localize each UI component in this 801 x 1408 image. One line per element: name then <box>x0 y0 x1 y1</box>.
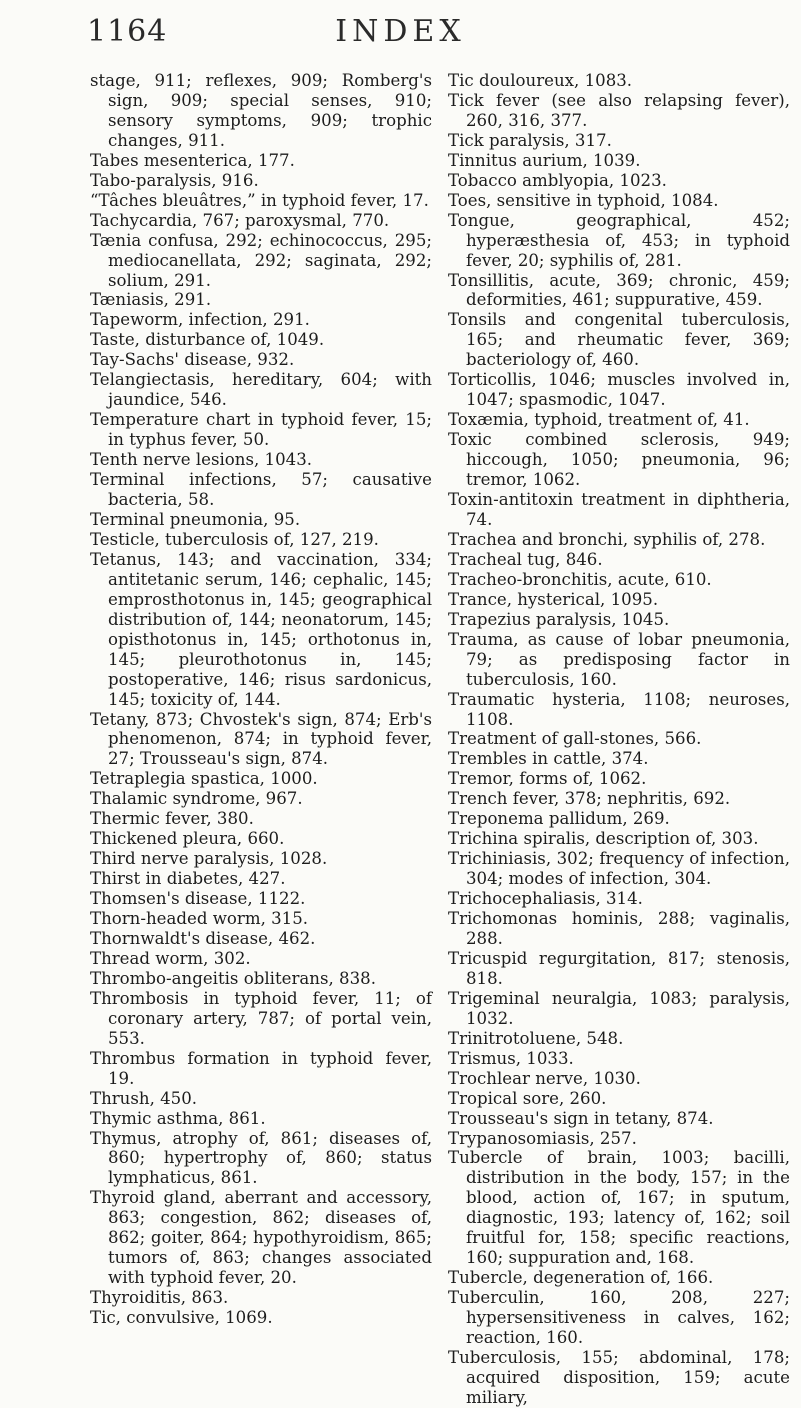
index-entry: Tropical sore, 260. <box>448 1088 607 1108</box>
index-entry: Tetany, 873; Chvostek's sign, 874; Erb's phenomenon, 874; in typhoid fever, 27; Trousseau's sign, 874. <box>90 709 432 769</box>
index-entry: Trachea and bronchi, syphilis of, 278. <box>448 529 766 549</box>
index-entry: Tuberculin, 160, 208, 227; hypersensitiveness in calves, 162; reaction, 160. <box>448 1288 790 1348</box>
index-entry: Thrush, 450. <box>90 1088 198 1108</box>
index-entry: Toxic combined sclerosis, 949; hiccough, 1050; pneumonia, 96; tremor, 1062. <box>448 430 790 490</box>
index-entry: Terminal infections, 57; causative bacteria, 58. <box>90 470 432 510</box>
index-entry: Tick fever (see also relapsing fever), 260, 316, 377. <box>448 90 790 130</box>
index-entry: Trichiniasis, 302; frequency of infection, 304; modes of infection, 304. <box>448 849 790 889</box>
index-entry: Tabes mesenterica, 177. <box>90 150 295 170</box>
index-entry: Thrombus formation in typhoid fever, 19. <box>90 1048 432 1088</box>
running-head: INDEX <box>335 14 466 49</box>
index-entry: Trochlear nerve, 1030. <box>448 1068 641 1088</box>
index-entry: Thymus, atrophy of, 861; diseases of, 860; hypertrophy of, 860; status lymphaticus, 861. <box>90 1128 432 1188</box>
index-entry: Treatment of gall-stones, 566. <box>448 729 702 749</box>
index-entry: Treponema pallidum, 269. <box>448 809 670 829</box>
index-entry: Tonsils and congenital tuberculosis, 165; and rheumatic fever, 369; bacteriology of, 460. <box>448 310 790 370</box>
index-entry: Toes, sensitive in typhoid, 1084. <box>448 190 719 210</box>
index-entry: Tuberculosis, 155; abdominal, 178; acquired disposition, 159; acute miliary, <box>448 1348 790 1407</box>
index-entry: “Tâches bleuâtres,” in typhoid fever, 17. <box>90 190 429 210</box>
index-entry: Testicle, tuberculosis of, 127, 219. <box>90 529 379 549</box>
index-entry: Tenth nerve lesions, 1043. <box>90 450 313 470</box>
index-entry: Tracheal tug, 846. <box>448 549 603 569</box>
index-entry: Tinnitus aurium, 1039. <box>448 150 641 170</box>
page-number: 1164 <box>87 14 168 49</box>
index-entry: Third nerve paralysis, 1028. <box>90 849 328 869</box>
index-entry: Trypanosomiasis, 257. <box>448 1128 637 1148</box>
index-entry: Trench fever, 378; nephritis, 692. <box>448 789 731 809</box>
index-entry: Thorn-headed worm, 315. <box>90 909 309 929</box>
index-entry: Trance, hysterical, 1095. <box>448 589 659 609</box>
index-entry: Torticollis, 1046; muscles involved in, 1047; spasmodic, 1047. <box>448 370 790 410</box>
index-entry: Toxin-antitoxin treatment in diphtheria, 74. <box>448 490 790 529</box>
index-entry: Thirst in diabetes, 427. <box>90 869 286 889</box>
index-entry: Thornwaldt's disease, 462. <box>90 928 316 948</box>
index-entry: Tabo-paralysis, 916. <box>90 170 259 190</box>
index-entry: Traumatic hysteria, 1108; neuroses, 1108. <box>448 689 790 729</box>
index-entry: Tetraplegia spastica, 1000. <box>90 769 318 789</box>
index-entry: Thrombo-angeitis obliterans, 838. <box>90 968 376 988</box>
page-header <box>0 14 801 64</box>
index-entry: Tay-Sachs' disease, 932. <box>90 350 295 370</box>
index-entry: Tongue, geographical, 452; hyperæsthesia of, 453; in typhoid fever, 20; syphilis of, 281. <box>448 210 790 270</box>
index-entry: Trichomonas hominis, 288; vaginalis, 288. <box>448 909 790 948</box>
index-entry: Taste, disturbance of, 1049. <box>90 330 325 350</box>
index-entry: Tænia confusa, 292; echinococcus, 295; mediocanellata, 292; saginata, 292; solium, 291. <box>90 230 432 290</box>
index-entry: Tetanus, 143; and vaccination, 334; antitetanic serum, 146; cephalic, 145; emprosthotonus in, 145; geographical distribution of, 144; neonatorum, 145; opisthotonus in, 145; orthotonus in, 145; pleurothotonus in, 145; postoperative, 146; risus sardonicus, 145; toxicity of, 144. <box>90 549 432 709</box>
index-entry: Trichocephaliasis, 314. <box>448 889 643 909</box>
index-entry: Tæniasis, 291. <box>90 290 212 310</box>
index-entry: Thyroiditis, 863. <box>90 1288 229 1308</box>
index-entry: Tapeworm, infection, 291. <box>90 310 310 330</box>
index-entry: Trousseau's sign in tetany, 874. <box>448 1108 714 1128</box>
index-entry: Tracheo-bronchitis, acute, 610. <box>448 569 712 589</box>
index-entry: Tick paralysis, 317. <box>448 130 612 150</box>
index-entry: Tubercle of brain, 1003; bacilli, distribution in the body, 157; in the blood, action of, 167; in sputum, diagnostic, 193; latency of, 162; soil fruitful for, 158; specific reactions, 160; suppuration and, 168. <box>448 1148 790 1268</box>
right-index-column <box>448 71 790 1408</box>
index-entry: Trinitrotoluene, 548. <box>448 1028 624 1048</box>
left-index-column <box>90 71 432 1328</box>
index-entry: Telangiectasis, hereditary, 604; with jaundice, 546. <box>90 370 432 410</box>
index-entry: Terminal pneumonia, 95. <box>90 509 301 529</box>
index-entry: Trembles in cattle, 374. <box>448 749 649 769</box>
index-entry: Tic, convulsive, 1069. <box>90 1308 273 1328</box>
index-entry: Trapezius paralysis, 1045. <box>448 609 670 629</box>
index-entry: Tobacco amblyopia, 1023. <box>448 170 667 190</box>
index-entry: Trigeminal neuralgia, 1083; paralysis, 1032. <box>448 988 790 1028</box>
index-entry: stage, 911; reflexes, 909; Romberg's sign, 909; special senses, 910; sensory symptoms, 909; trophic changes, 911. <box>90 71 432 150</box>
index-entry: Thymic asthma, 861. <box>90 1108 266 1128</box>
index-entry: Toxæmia, typhoid, treatment of, 41. <box>448 410 750 430</box>
index-entry: Tic douloureux, 1083. <box>448 71 633 90</box>
index-entry: Thrombosis in typhoid fever, 11; of coronary artery, 787; of portal vein, 553. <box>90 988 432 1048</box>
index-entry: Trismus, 1033. <box>448 1048 574 1068</box>
index-entry: Temperature chart in typhoid fever, 15; in typhus fever, 50. <box>90 410 432 450</box>
index-entry: Tonsillitis, acute, 369; chronic, 459; deformities, 461; suppurative, 459. <box>448 270 790 310</box>
index-entry: Thread worm, 302. <box>90 948 251 968</box>
index-entry: Thomsen's disease, 1122. <box>90 889 306 909</box>
index-entry: Tubercle, degeneration of, 166. <box>448 1268 714 1288</box>
index-entry: Thermic fever, 380. <box>90 809 254 829</box>
index-entry: Trauma, as cause of lobar pneumonia, 79; as predisposing factor in tuberculosis, 160. <box>448 629 790 689</box>
index-entry: Thalamic syndrome, 967. <box>90 789 303 809</box>
index-entry: Tachycardia, 767; paroxysmal, 770. <box>90 210 390 230</box>
index-entry: Tremor, forms of, 1062. <box>448 769 647 789</box>
index-entry: Tricuspid regurgitation, 817; stenosis, 818. <box>448 948 790 988</box>
index-entry: Thickened pleura, 660. <box>90 829 285 849</box>
index-entry: Thyroid gland, aberrant and accessory, 863; congestion, 862; diseases of, 862; goiter, 864; hypothyroidism, 865; tumors of, 863; changes associated with typhoid fever, 20. <box>90 1188 432 1288</box>
index-entry: Trichina spiralis, description of, 303. <box>448 829 759 849</box>
